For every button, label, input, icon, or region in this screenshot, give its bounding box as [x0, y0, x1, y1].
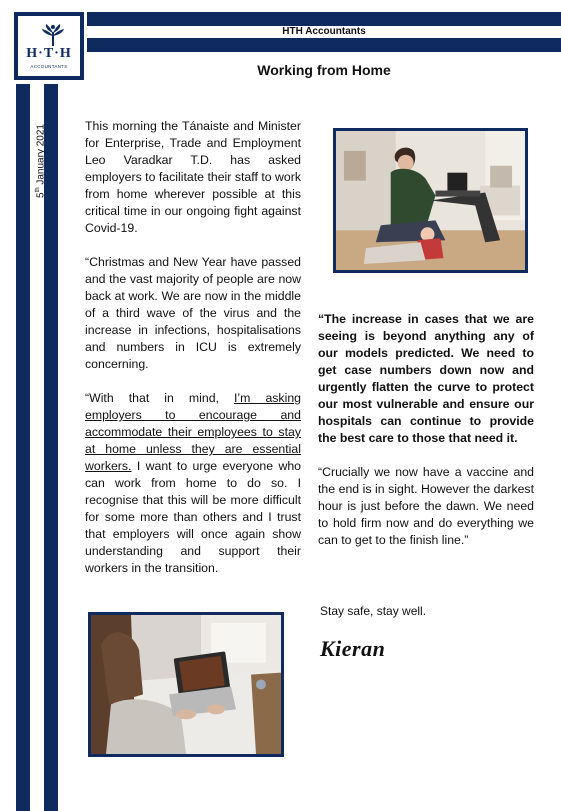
underlined-request: I’m asking employers to encourage and accommodate their employees to stay at home unless they are essential workers. [85, 391, 301, 473]
date-suffix: th [35, 187, 41, 193]
left-column [85, 118, 301, 594]
quote-vaccine: “Crucially we now have a vaccine and the end is in sight. However the darkest hour is just before the dawn. We need to hold firm now and do everything we can to get to the finish line.” [318, 465, 534, 547]
paragraph-quote-2-end: I want to urge everyone who can work from home to do so. I recognise that this will be more difficult for some more than others and I trust that employers will once again show understanding and support their workers in the transition. [85, 459, 301, 575]
paragraph-quote-2-start: “With that in mind, [85, 391, 235, 405]
photo-laptop-on-bed [88, 612, 284, 757]
paragraph-intro: This morning the Tánaiste and Minister for Enterprise, Trade and Employment Leo Varadkar T.D. has asked employers to facilitate their staff to work from home wherever possible at this critical time in our ongoing fight against Covid-19. [85, 119, 301, 235]
logo-subtitle: ACCOUNTANTS [30, 64, 68, 69]
header-bar-top [87, 12, 561, 26]
paragraph-quote-1: “Christmas and New Year have passed and the vast majority of people are now back at work. We are now in the middle of a third wave of the virus and the increase in infections, hospitalisations and numbers in ICU is extremely concerning. [85, 255, 301, 371]
photo-parent-working-with-baby [333, 128, 528, 273]
date-rest: January 2021 [35, 124, 47, 188]
quote-bold: “The increase in cases that we are seeing is beyond anything any of our models predicted. We need to get case numbers down now and urgently flatten the curve to protect our most vulnerable and ensure our hospitals can continue to provide the best care to those that need it. [318, 312, 534, 445]
company-name: HTH Accountants [282, 26, 366, 37]
tree-logo-icon [40, 24, 66, 46]
left-stripe-outer [16, 84, 30, 811]
paragraph-quote-2 [85, 390, 301, 577]
logo-letters: H·T·H [26, 46, 72, 61]
signoff: Stay safe, stay well. [320, 604, 427, 618]
date-day: 5 [35, 192, 47, 198]
right-column [318, 311, 534, 566]
signature: Kieran [320, 636, 386, 661]
company-logo [14, 12, 84, 80]
date-label [32, 101, 47, 221]
header-bar-bottom [87, 38, 561, 52]
page-title: Working from Home [257, 62, 391, 78]
